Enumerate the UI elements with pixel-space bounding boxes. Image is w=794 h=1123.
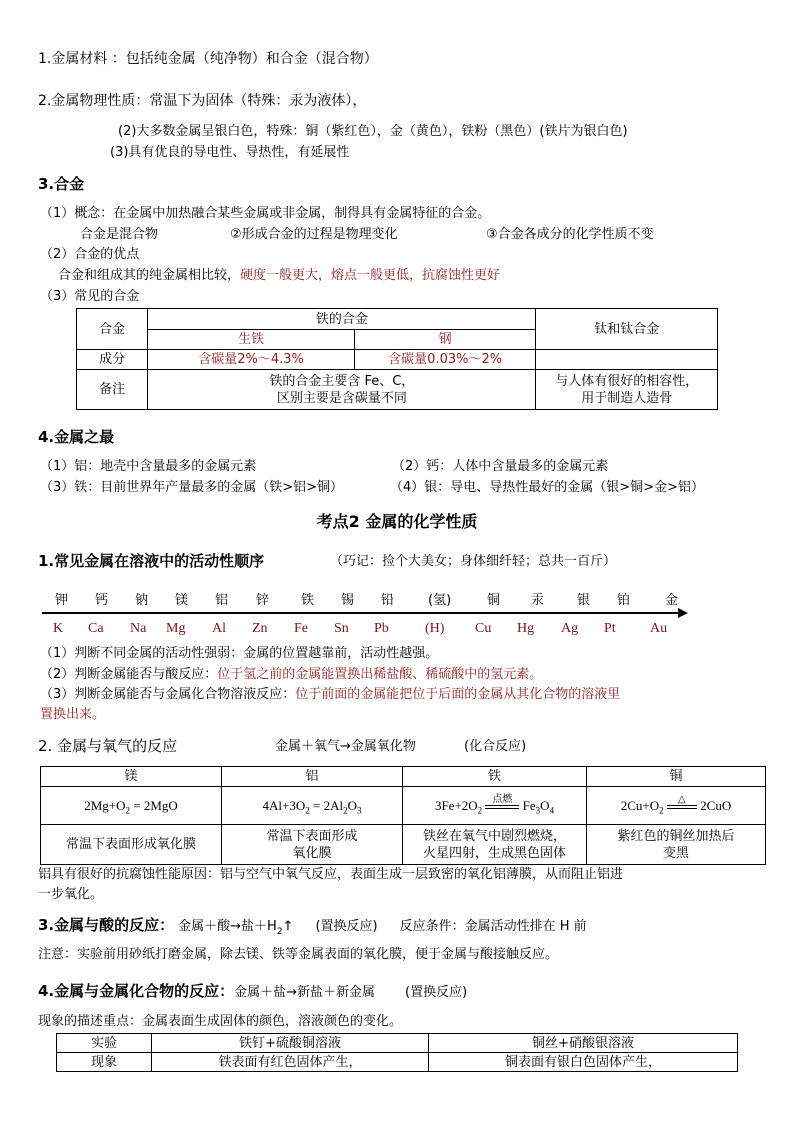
acid-note: 注意：实验前用砂纸打磨金属，除去镁、铁等金属表面的氧化膜，便于金属与酸接触反应。 — [38, 947, 559, 962]
row-note: 备注 — [77, 370, 148, 410]
iron-note-2: 区别主要是含碳量不同 — [276, 390, 407, 406]
th-pig-iron: 生铁 — [148, 330, 355, 350]
s3-concept-c: ③合金各成分的化学性质不变 — [486, 227, 654, 242]
eq-mg: $2Mg+O_2 = 2MgO$ — [41, 787, 222, 825]
iron-note — [148, 370, 536, 410]
oxygen-type: (化合反应) — [464, 739, 527, 754]
ti-note-2: 用于制造人造骨 — [581, 390, 673, 406]
desc-al-1: 常温下表面形成 — [266, 828, 358, 844]
judge-2-red: 位于氢之前的金属能置换出稀盐酸、稀硫酸中的氢元素。 — [217, 667, 543, 682]
section-4-title: 4.金属之最 — [38, 428, 115, 446]
acid-line: 3.金属与酸的反应： 金属＋酸→盐$+H_2↑$ (置换反应) 反应条件：金属活动性排在 H 前 — [38, 916, 587, 937]
desc-mg: 常温下表面形成氧化膜 — [41, 825, 222, 865]
metal-name: 铂 — [617, 593, 631, 608]
metal-name: 铅 — [381, 593, 395, 608]
th-alloy: 合金 — [77, 309, 148, 350]
salt-equation: 金属＋盐→新盐＋新金属 — [234, 985, 376, 1000]
section-1-line — [38, 50, 378, 68]
judge-2 — [40, 666, 542, 684]
th-iron-alloy: 铁的合金 — [148, 309, 536, 330]
metal-name: 铁 — [301, 593, 315, 608]
salt-line — [38, 982, 467, 1002]
metal-name: 银 — [577, 593, 591, 608]
th-exp-b: 铜丝+硝酸银溶液 — [429, 1034, 738, 1053]
acid-condition: 反应条件：金属活动性排在 H 前 — [399, 919, 587, 934]
s1-num: 1. — [38, 51, 52, 67]
acid-title: 3.金属与酸的反应： — [38, 916, 175, 934]
phenomenon-b: 铜表面有银白色固体产生， — [429, 1053, 738, 1072]
iron-note-1: 铁的合金主要含 Fe、C， — [269, 373, 415, 389]
metal-name: 钙 — [95, 593, 109, 608]
th-experiment: 实验 — [57, 1034, 152, 1053]
col-mg: 镁 — [41, 767, 222, 787]
pig-composition: 含碳量2%～4.3% — [148, 350, 355, 370]
desc-al-2: 氧化膜 — [292, 845, 332, 861]
metal-symbol: Cu — [475, 621, 492, 636]
col-al: 铝 — [222, 767, 403, 787]
activity-arrow-line — [42, 612, 678, 614]
activity-title: 1.常见金属在溶液中的活动性顺序 — [38, 552, 265, 570]
metal-name: (氢) — [428, 593, 452, 608]
ti-note-1: 与人体有很好的相容性， — [555, 373, 699, 389]
judge-2-pre: （2）判断金属能否与酸反应： — [40, 667, 218, 682]
metal-symbol: Ca — [88, 621, 104, 636]
salt-desc: 现象的描述重点：金属表面生成固体的颜色，溶液颜色的变化。 — [38, 1014, 403, 1029]
s3-advantage-pre: 合金和组成其的纯金属相比较， — [58, 268, 241, 283]
oxygen-title: 2. 金属与氧气的反应 — [38, 737, 178, 755]
salt-table — [56, 1033, 738, 1072]
judge-1: （1）判断不同金属的活动性强弱：金属的位置越靠前，活动性越强。 — [40, 646, 439, 661]
desc-cu — [587, 825, 766, 865]
metal-name: 铝 — [215, 593, 229, 608]
metal-symbol: Sn — [334, 621, 349, 636]
ignite-condition: 点燃 — [492, 794, 513, 806]
row-phenomenon: 现象 — [57, 1053, 152, 1072]
th-exp-a: 铁钉+硫酸铜溶液 — [152, 1034, 429, 1053]
phenomenon-a: 铁表面有红色固体产生， — [152, 1053, 429, 1072]
aluminum-note-2: 一步氧化。 — [38, 887, 104, 902]
metal-symbol: Pt — [604, 621, 616, 636]
metal-symbol: K — [53, 621, 64, 636]
desc-fe-1: 铁丝在氧气中剧烈燃烧， — [422, 828, 566, 844]
salt-title: 4.金属与金属化合物的反应： — [38, 982, 235, 1000]
kp2-title: 考点2 金属的化学性质 — [316, 512, 478, 531]
s3-concept-b: ②形成合金的过程是物理变化 — [230, 227, 398, 242]
desc-cu-1: 紫红色的铜丝加热后 — [617, 828, 735, 844]
heat-triangle-icon: △ — [678, 794, 686, 806]
s4-item-1: （1）铝：地壳中含量最多的金属元素 — [40, 459, 257, 474]
section-2-line2: (2)大多数金属呈银白色，特殊：铜（紫红色），金（黄色），铁粉（黑色）(铁片为银白色) — [118, 124, 628, 139]
judge-3-red: 位于前面的金属能把位于后面的金属从其化合物的溶液里 — [295, 687, 621, 702]
metal-name: 汞 — [531, 593, 545, 608]
section-2-line3: (3)具有优良的导电性、导热性，有延展性 — [110, 145, 350, 160]
s3-advantage-title: （2）合金的优点 — [40, 247, 140, 262]
section-2-line1: 2.金属物理性质：常温下为固体（特殊：汞为液体）， — [38, 93, 367, 109]
row-composition: 成分 — [77, 350, 148, 370]
metal-name: 铜 — [487, 593, 501, 608]
judge-3-cont: 置换出来。 — [40, 707, 106, 722]
activity-arrow-head — [678, 608, 688, 618]
steel-composition: 含碳量0.03%～2% — [354, 350, 536, 370]
metal-name: 镁 — [175, 593, 189, 608]
th-steel: 钢 — [354, 330, 536, 350]
eq-al: $4Al+3O_2 = 2Al_2O_3$ — [222, 787, 403, 825]
col-fe: 铁 — [403, 767, 587, 787]
acid-equation: 金属＋酸→盐＋H — [178, 919, 277, 934]
s3-concept-a: 合金是混合物 — [80, 227, 159, 242]
metal-symbol: Au — [650, 621, 668, 636]
s4-item-4: （4）银：导电、导热性最好的金属（银>铜>金>铝） — [390, 480, 704, 495]
desc-cu-2: 变黑 — [662, 845, 689, 861]
eq-fe: $3Fe+2O_2$ 点燃 $Fe_3O_4$ — [403, 787, 587, 825]
s3-advantage — [58, 267, 500, 285]
judge-3-pre: （3）判断金属能否与金属化合物溶液反应： — [40, 687, 296, 702]
metal-name: 锌 — [256, 593, 270, 608]
metal-symbol: Al — [212, 621, 226, 636]
col-cu: 铜 — [587, 767, 766, 787]
metal-name: 金 — [665, 593, 679, 608]
s3-advantage-red: 硬度一般更大，熔点一般更低，抗腐蚀性更好 — [240, 268, 501, 283]
activity-mnemonic: （巧记：捡个大美女；身体细纤轻；总共一百斤） — [330, 554, 617, 569]
section-3-title: 3.合金 — [38, 175, 85, 193]
metal-symbol: Mg — [166, 621, 186, 636]
metal-symbol: Zn — [252, 621, 268, 636]
metal-name: 钾 — [55, 593, 69, 608]
salt-type: (置换反应) — [405, 985, 468, 1000]
th-titanium: 钛和钛合金 — [536, 309, 718, 350]
metal-symbol: Ag — [561, 621, 579, 636]
s3-concept: （1）概念：在金属中加热融合某些金属或非金属，制得具有金属特征的合金。 — [40, 206, 491, 221]
metal-name: 钠 — [135, 593, 149, 608]
desc-fe-2: 火星四射，生成黑色固体 — [422, 845, 566, 861]
ti-note — [536, 370, 718, 410]
oxygen-equation: 金属＋氧气→金属氧化物 — [275, 739, 416, 754]
alloy-table — [76, 308, 718, 410]
metal-symbol: Hg — [517, 621, 535, 636]
s3-common-title: （3）常见的合金 — [40, 289, 140, 304]
desc-al — [222, 825, 403, 865]
aluminum-note-1: 铝具有很好的抗腐蚀性能原因：铝与空气中氧气反应，表面生成一层致密的氧化铝薄膜，从而阻止铝进 — [38, 867, 624, 882]
metal-symbol: Fe — [294, 621, 308, 636]
metal-symbol: Pb — [374, 621, 389, 636]
metal-name: 锡 — [341, 593, 355, 608]
eq-cu: $2Cu+O_2$ △ 2CuO — [587, 787, 766, 825]
judge-3 — [40, 686, 620, 704]
oxygen-table — [40, 766, 766, 865]
s4-item-3: （3）铁：目前世界年产量最多的金属（铁>铝>铜） — [40, 480, 344, 495]
acid-type: (置换反应) — [315, 919, 378, 934]
s4-item-2: （2）钙：人体中含量最多的金属元素 — [392, 459, 609, 474]
s1-text: 金属材料 ：包括纯金属（纯净物）和合金（混合物） — [51, 51, 378, 67]
ti-composition — [536, 350, 718, 370]
desc-fe — [403, 825, 587, 865]
metal-symbol: Na — [130, 621, 147, 636]
metal-symbol: (H) — [425, 621, 445, 636]
